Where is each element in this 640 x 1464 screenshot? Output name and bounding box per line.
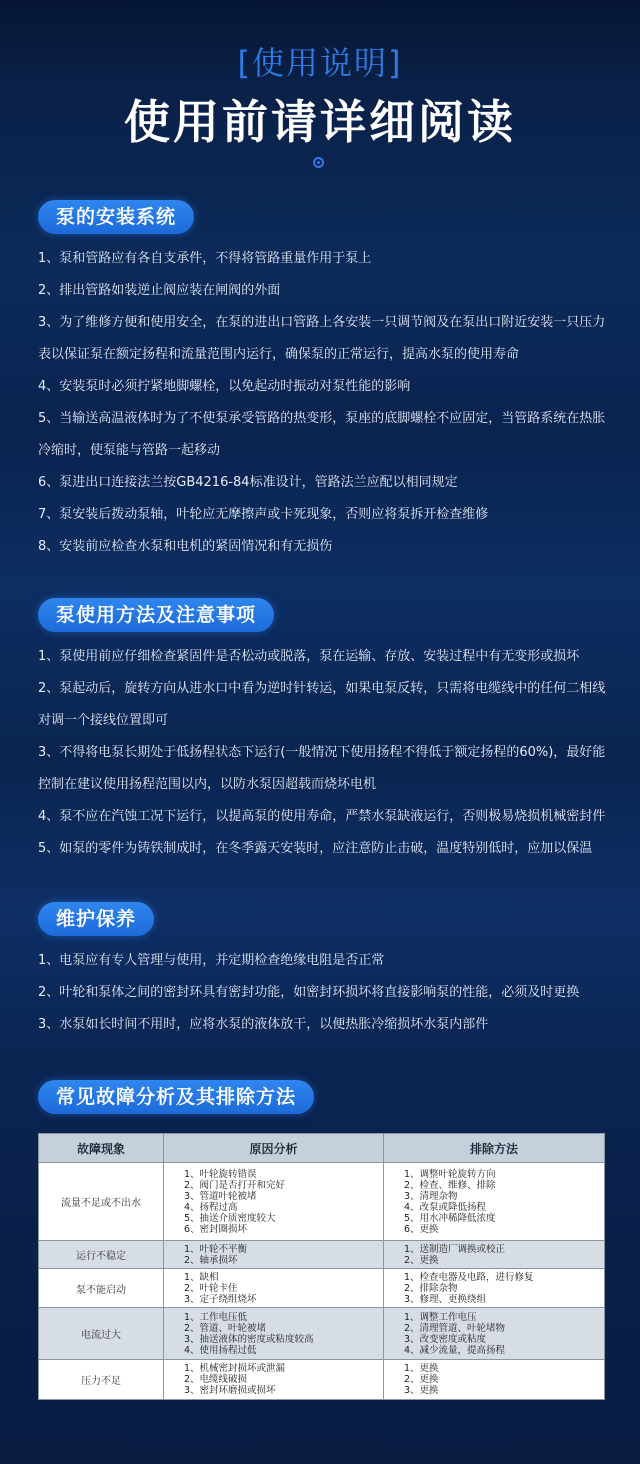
usage-item-3-line-1: 3、不得将电泵长期处于低扬程状态下运行(一般情况下使用扬程不得低于额定扬程的60%)，最好能 (38, 745, 606, 760)
header-cause: 原因分析 (164, 1134, 384, 1163)
cause-line: 5、抽送介质密度较大 (184, 1212, 276, 1224)
cause-line: 1、缺相 (184, 1271, 219, 1283)
fix-cell (384, 1269, 605, 1308)
header-fix: 排除方法 (384, 1134, 605, 1163)
cause-line: 3、密封环磨损或损坏 (184, 1385, 276, 1396)
maintenance-item-2: 2、叶轮和泵体之间的密封环具有密封功能，如密封环损坏将直接影响泵的性能，必须及时更换 (38, 985, 580, 1000)
fix-line: 3、改变密度或粘度 (404, 1333, 487, 1345)
table-row (39, 1241, 605, 1269)
install-item-5-line-2: 冷缩时，使泵能与管路一起移动 (38, 443, 221, 458)
cause-line: 6、密封圈损坏 (184, 1223, 248, 1235)
install-item-4: 4、安装泵时必须拧紧地脚螺栓，以免起动时振动对泵性能的影响 (38, 379, 411, 394)
symptom-cell: 压力不足 (39, 1360, 164, 1400)
symptom-cell: 流量不足或不出水 (39, 1163, 164, 1241)
fix-line: 3、修理、更换绕组 (404, 1293, 487, 1305)
fix-cell (384, 1308, 605, 1360)
cause-line: 2、叶轮卡住 (184, 1282, 238, 1294)
fix-line: 1、调整叶轮旋转方向 (404, 1168, 496, 1180)
fault-table (38, 1133, 605, 1400)
table-row (39, 1163, 605, 1241)
fix-line: 4、改泵或降低扬程 (404, 1201, 487, 1213)
fix-cell (384, 1163, 605, 1241)
cause-cell (164, 1360, 384, 1400)
install-item-3-line-2: 表以保证泵在额定扬程和流量范围内运行，确保泵的正常运行，提高水泵的使用寿命 (38, 347, 520, 362)
fix-cell (384, 1241, 605, 1269)
cause-line: 1、叶轮不平衡 (184, 1243, 248, 1255)
fix-line: 2、检查、维修、排除 (404, 1179, 496, 1191)
fix-line: 4、减少流量，提高扬程 (404, 1344, 506, 1356)
target-dot-icon (313, 157, 324, 168)
install-item-5-line-1: 5、当输送高温液体时为了不使泵承受管路的热变形，泵座的底脚螺栓不应固定，当管路系统在热胀 (38, 411, 606, 426)
cause-line: 1、工作电压低 (184, 1311, 248, 1323)
cause-cell (164, 1308, 384, 1360)
cause-line: 2、轴承损坏 (184, 1254, 238, 1266)
symptom-cell: 电流过大 (39, 1308, 164, 1360)
fix-line: 2、清理管道、叶轮堵物 (404, 1322, 506, 1334)
section-maintenance-title: 维护保养 (38, 902, 154, 936)
install-item-6: 6、泵进出口连接法兰按GB4216-84标准设计，管路法兰应配以相同规定 (38, 475, 458, 490)
install-item-8: 8、安装前应检查水泵和电机的紧固情况和有无损伤 (38, 539, 333, 554)
cause-line: 2、阀门是否打开和完好 (184, 1179, 286, 1191)
hero-header (0, 0, 640, 200)
usage-item-1: 1、泵使用前应仔细检查紧固件是否松动或脱落，泵在运输、存放、安装过程中有无变形或损坏 (38, 649, 580, 664)
page-title: 使用前请详细阅读 (124, 95, 516, 149)
fix-line: 3、清理杂物 (404, 1190, 458, 1202)
install-item-7: 7、泵安装后拨动泵轴，叶轮应无摩擦声或卡死现象，否则应将泵拆开检查维修 (38, 507, 489, 522)
fix-line: 2、排除杂物 (404, 1282, 458, 1294)
cause-line: 2、管道、叶轮被堵 (184, 1322, 267, 1334)
fix-line: 1、调整工作电压 (404, 1311, 477, 1323)
usage-item-5: 5、如泵的零件为铸铁制成时，在冬季露天安装时，应注意防止击破，温度特别低时，应加以保温 (38, 841, 593, 856)
install-item-2: 2、排出管路如装逆止阀应装在闸阀的外面 (38, 283, 281, 298)
fix-line: 1、更换 (404, 1363, 439, 1374)
cause-line: 2、电缆线破损 (184, 1374, 248, 1385)
usage-item-4: 4、泵不应在汽蚀工况下运行，以提高泵的使用寿命，严禁水泵缺液运行，否则极易烧损机械密封件 (38, 809, 606, 824)
table-row (39, 1308, 605, 1360)
cause-line: 4、扬程过高 (184, 1201, 238, 1213)
table-row (39, 1360, 605, 1400)
cause-line: 4、使用扬程过低 (184, 1344, 257, 1356)
fix-line: 2、更换 (404, 1254, 439, 1266)
usage-item-2-line-1: 2、泵起动后，旋转方向从进水口中看为逆时针转运，如果电泵反转，只需将电缆线中的任何二相线 (38, 681, 606, 696)
usage-item-2-line-2: 对调一个接线位置即可 (38, 713, 169, 728)
fix-line: 1、检查电器及电路，进行修复 (404, 1271, 534, 1283)
fix-line: 6、更换 (404, 1223, 439, 1235)
cause-line: 1、机械密封损坏或泄漏 (184, 1363, 286, 1374)
cause-cell (164, 1163, 384, 1241)
cause-line: 1、叶轮旋转错误 (184, 1168, 257, 1180)
fix-line: 5、用水冲稀降低浓度 (404, 1212, 496, 1224)
cause-line: 3、定子绕组烧坏 (184, 1293, 257, 1305)
symptom-cell: 泵不能启动 (39, 1269, 164, 1308)
cause-cell (164, 1241, 384, 1269)
table-row (39, 1269, 605, 1308)
cause-cell (164, 1269, 384, 1308)
maintenance-item-3: 3、水泵如长时间不用时，应将水泵的液体放干，以便热胀冷缩损坏水泵内部件 (38, 1017, 489, 1032)
section-usage-title: 泵使用方法及注意事项 (38, 598, 274, 632)
fix-line: 2、更换 (404, 1374, 439, 1385)
install-item-3-line-1: 3、为了维修方便和使用安全，在泵的进出口管路上各安装一只调节阀及在泵出口附近安装一只压力 (38, 315, 606, 330)
section-install-title: 泵的安装系统 (38, 200, 194, 234)
header-symptom: 故障现象 (39, 1134, 164, 1163)
usage-item-3-line-2: 控制在建议使用扬程范围以内，以防水泵因超载而烧坏电机 (38, 777, 377, 792)
cause-line: 3、抽送液体的密度或粘度较高 (184, 1333, 314, 1345)
usage-tag: [使用说明] (237, 44, 403, 82)
fix-line: 1、送制造厂调换或校正 (404, 1243, 506, 1255)
fix-cell (384, 1360, 605, 1400)
cause-line: 3、管道叶轮被堵 (184, 1190, 257, 1202)
maintenance-item-1: 1、电泵应有专人管理与使用，并定期检查绝缘电阻是否正常 (38, 953, 385, 968)
symptom-cell: 运行不稳定 (39, 1241, 164, 1269)
section-troubleshoot-title: 常见故障分析及其排除方法 (38, 1080, 314, 1114)
table-header-row (39, 1134, 605, 1163)
fix-line: 3、更换 (404, 1385, 439, 1396)
install-item-1: 1、泵和管路应有各自支承件，不得将管路重量作用于泵上 (38, 251, 372, 266)
